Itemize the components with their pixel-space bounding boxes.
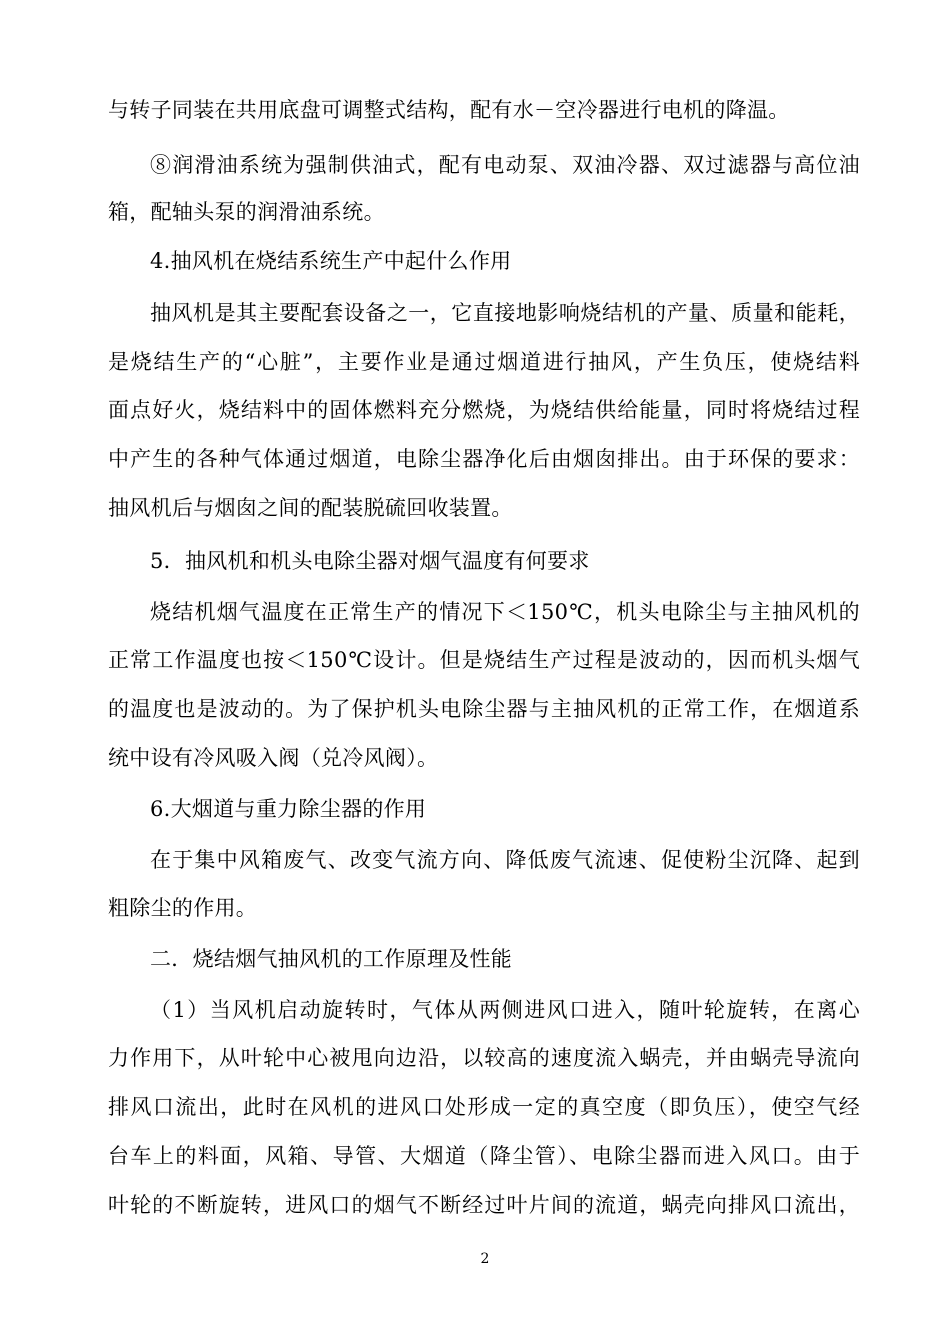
text-line: 抽风机后与烟囱之间的配装脱硫回收装置。 bbox=[108, 496, 513, 520]
text-line: 统中设有冷风吸入阀（兑冷风阀）。 bbox=[108, 746, 439, 770]
section-heading: 6.大烟道与重力除尘器的作用 bbox=[150, 797, 427, 821]
text-line: 烧结机烟气温度在正常生产的情况下＜150℃，机头电除尘与主抽风机的 bbox=[150, 600, 860, 624]
text-line: 面点好火，烧结料中的固体燃料充分燃烧，为烧结供给能量，同时将烧结过程 bbox=[108, 398, 860, 422]
text-line: 正常工作温度也按＜150℃设计。但是烧结生产过程是波动的，因而机头烟气 bbox=[108, 648, 860, 672]
text-line: 抽风机是其主要配套设备之一，它直接地影响烧结机的产量、质量和能耗， bbox=[150, 301, 860, 325]
text-line: 粗除尘的作用。 bbox=[108, 896, 258, 920]
text-line: 力作用下，从叶轮中心被甩向边沿，以较高的速度流入蜗壳，并由蜗壳导流向 bbox=[108, 1046, 860, 1070]
text-line: （1）当风机启动旋转时，气体从两侧进风口进入，随叶轮旋转，在离心 bbox=[150, 998, 860, 1022]
page-number: 2 bbox=[480, 1251, 490, 1267]
text-line: ⑧润滑油系统为强制供油式，配有电动泵、双油冷器、双过滤器与高位油 bbox=[150, 153, 860, 177]
text-line: 是烧结生产的“心脏”，主要作业是通过烟道进行抽风，产生负压，使烧结料 bbox=[108, 350, 860, 374]
text-line: 的温度也是波动的。为了保护机头电除尘器与主抽风机的正常工作，在烟道系 bbox=[108, 697, 860, 721]
section-heading: 二．烧结烟气抽风机的工作原理及性能 bbox=[150, 947, 513, 971]
text-line: 排风口流出，此时在风机的进风口处形成一定的真空度（即负压），使空气经 bbox=[108, 1095, 860, 1119]
section-heading: 4.抽风机在烧结系统生产中起什么作用 bbox=[150, 249, 512, 273]
text-line: 中产生的各种气体通过烟道，电除尘器净化后由烟囱排出。由于环保的要求： bbox=[108, 447, 860, 471]
section-heading: 5．抽风机和机头电除尘器对烟气温度有何要求 bbox=[150, 549, 590, 573]
text-line: 在于集中风箱废气、改变气流方向、降低废气流速、促使粉尘沉降、起到 bbox=[150, 848, 860, 872]
text-line: 与转子同装在共用底盘可调整式结构，配有水－空冷器进行电机的降温。 bbox=[108, 98, 790, 122]
text-line: 箱，配轴头泵的润滑油系统。 bbox=[108, 200, 385, 224]
text-line: 台车上的料面，风箱、导管、大烟道（降尘管）、电除尘器而进入风口。由于 bbox=[108, 1144, 860, 1168]
text-line: 叶轮的不断旋转，进风口的烟气不断经过叶片间的流道，蜗壳向排风口流出， bbox=[108, 1193, 860, 1217]
